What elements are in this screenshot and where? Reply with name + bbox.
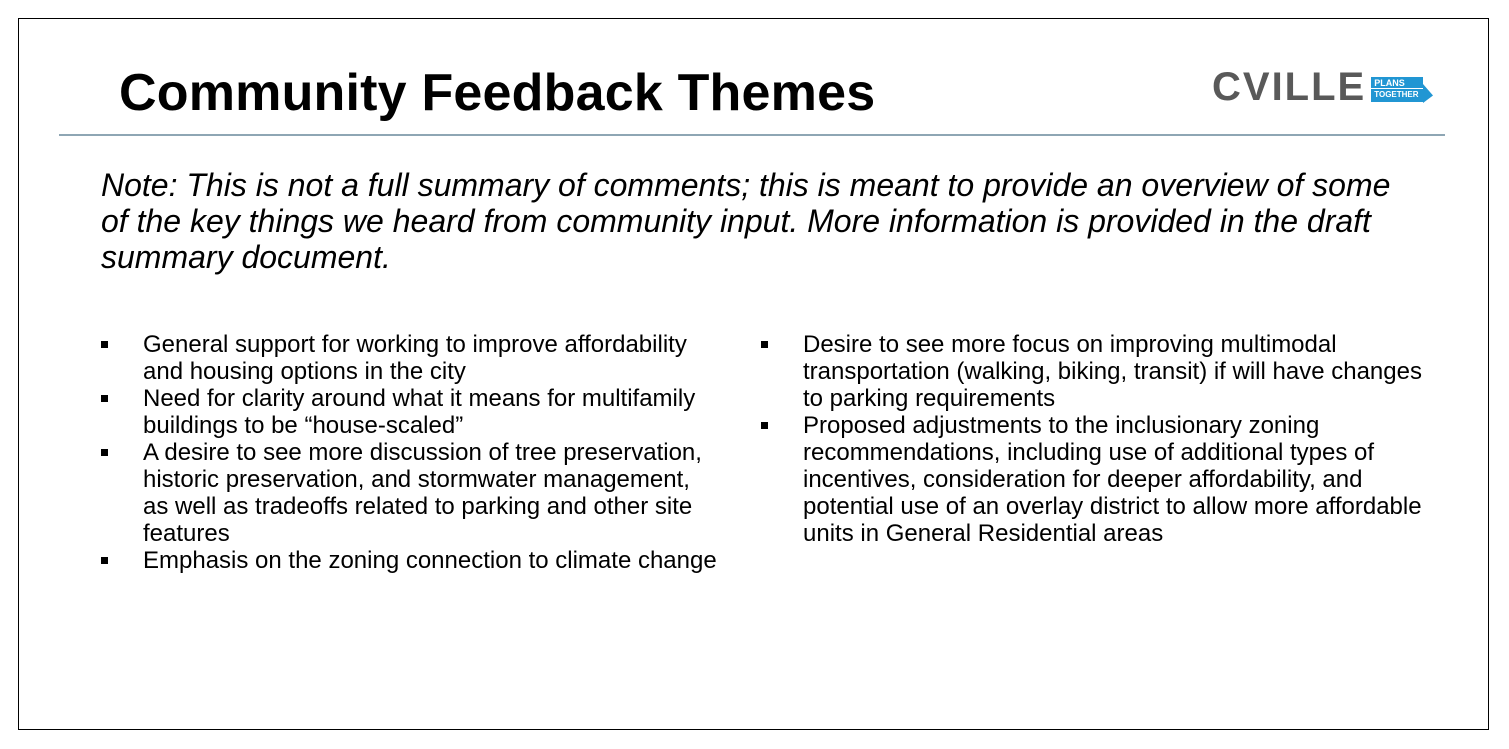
cville-plans-together-logo <box>1212 63 1433 111</box>
logo-tag-line1: PLANS <box>1374 78 1405 88</box>
bullet-text: Proposed adjustments to the inclusionary zoning recommendations, including use of additional types of incentives, consideration for deeper affordability, and potential use of an overlay district to allow more affordable units in General Residential areas <box>803 412 1422 547</box>
bullet-marker-icon <box>101 341 108 348</box>
bullet-text: Need for clarity around what it means for multifamily buildings to be “house-scaled” <box>143 385 696 439</box>
note-text: Note: This is not a full summary of comments; this is meant to provide an overview of some of the key things we heard from community input. More information is provided in the draft summary document. <box>101 167 1391 275</box>
bullet-marker-icon <box>101 395 108 402</box>
bullet-item <box>99 439 719 547</box>
slide <box>18 18 1489 730</box>
bullet-item <box>759 412 1429 547</box>
bullet-item <box>759 331 1429 412</box>
bullet-item <box>99 547 719 574</box>
logo-tag-line2: TOGETHER <box>1374 90 1419 99</box>
bullet-item <box>99 385 719 439</box>
bullet-marker-icon <box>101 449 108 456</box>
title-divider <box>59 134 1445 136</box>
bullet-text: Emphasis on the zoning connection to climate change <box>143 547 717 574</box>
bullet-marker-icon <box>761 341 768 348</box>
bullet-text: A desire to see more discussion of tree preservation, historic preservation, and stormwater management, as well as tradeoffs related to parking and other site features <box>143 439 702 547</box>
bullet-text: Desire to see more focus on improving multimodal transportation (walking, biking, transit) if will have changes to parking requirements <box>803 331 1422 412</box>
slide-title: Community Feedback Themes <box>119 64 876 122</box>
left-bullet-list <box>99 331 719 574</box>
bullet-marker-icon <box>761 422 768 429</box>
logo-wordmark: CVILLE <box>1212 65 1367 109</box>
logo-arrow-tag <box>1371 77 1433 103</box>
bullet-marker-icon <box>101 557 108 564</box>
bullet-item <box>99 331 719 385</box>
bullet-text: General support for working to improve affordability and housing options in the city <box>143 331 687 385</box>
right-bullet-list <box>759 331 1429 547</box>
